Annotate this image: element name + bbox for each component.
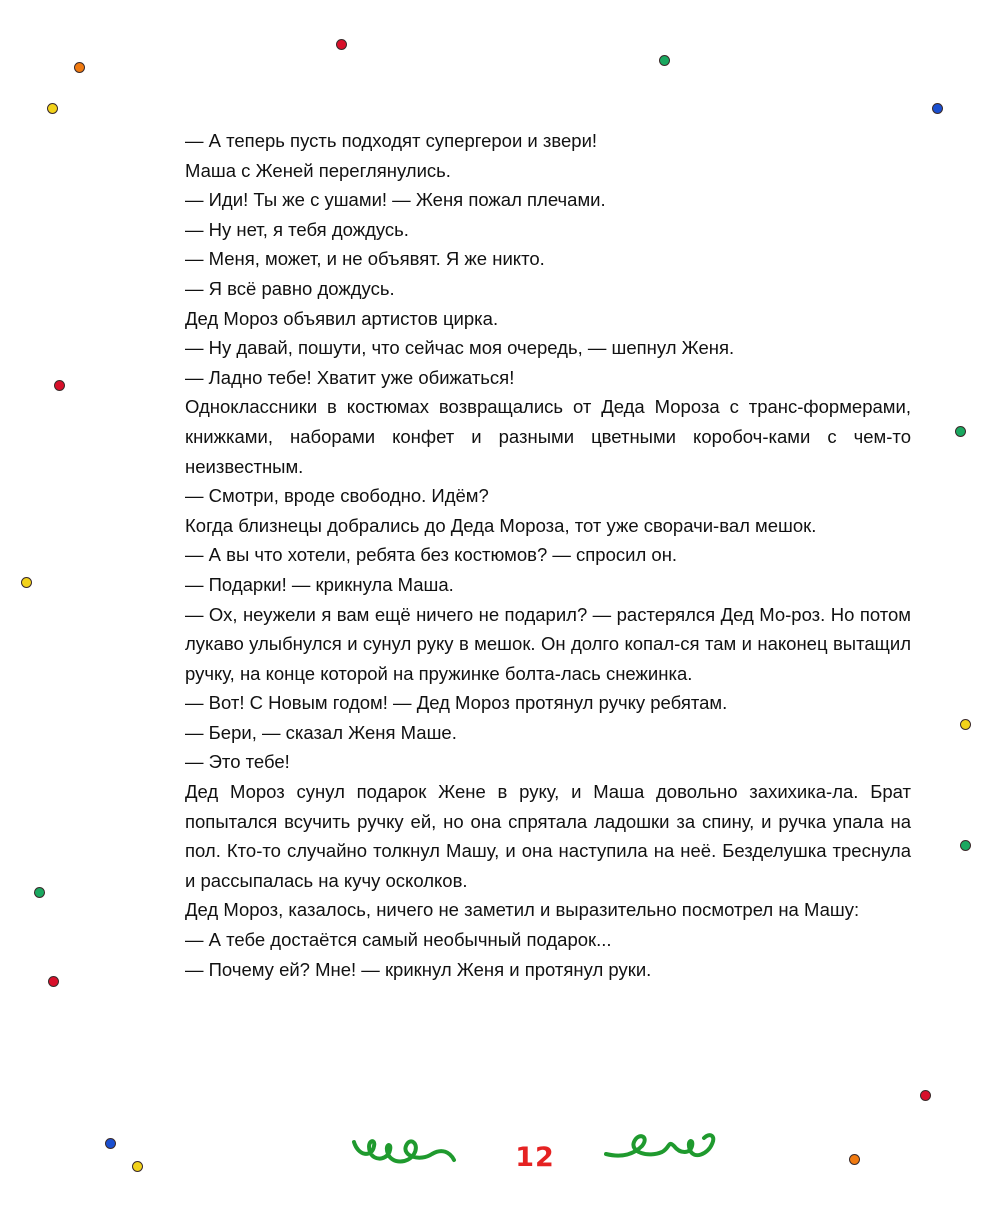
paragraph: — Ну нет, я тебя дождусь. [185, 218, 409, 240]
paragraph: — Ладно тебе! Хватит уже обижаться! [185, 366, 515, 388]
paragraph: — А теперь пусть подходят супергерои и звери! [185, 130, 598, 151]
confetti-dot-yellow [21, 577, 32, 588]
paragraph: — А вы что хотели, ребята без костюмов? — спросил он. [185, 544, 678, 566]
paragraph: — Бери, — сказал Женя Маше. [185, 721, 457, 743]
left-swirl-ornament-icon [350, 1128, 460, 1178]
paragraph: — А тебе достаётся самый необычный подарок... [185, 929, 612, 951]
paragraph: Когда близнецы добрались до Деда Мороза, тот уже сворачи-вал мешок. [185, 514, 817, 536]
confetti-dot-red [920, 1090, 931, 1101]
paragraph: — Я всё равно дождусь. [185, 277, 395, 299]
confetti-dot-green [960, 840, 971, 851]
confetti-dot-green [34, 887, 45, 898]
confetti-dot-yellow [960, 719, 971, 730]
paragraph: — Это тебе! [185, 751, 290, 773]
paragraph: Дед Мороз, казалось, ничего не заметил и выразительно посмотрел на Машу: [185, 899, 860, 921]
paragraph: — Почему ей? Мне! — крикнул Женя и протянул руки. [185, 958, 652, 980]
confetti-dot-yellow [47, 103, 58, 114]
confetti-dot-red [336, 39, 347, 50]
paragraph: Дед Мороз объявил артистов цирка. [185, 307, 499, 329]
confetti-dot-blue [105, 1138, 116, 1149]
paragraph: — Подарки! — крикнула Маша. [185, 573, 454, 595]
paragraph: Дед Мороз сунул подарок Жене в руку, и Маша довольно захихика-ла. Брат попытался всучить ручку ей, но она спрятала ладошки за спину, и ручка упала на пол. Кто-то случайно толкнул Машу, и она наступила на неё. Безделушка треснула и рассыпалась на кучу осколков. [185, 781, 911, 891]
paragraph: Одноклассники в костюмах возвращались от Деда Мороза с транс-формерами, книжками, наборами конфет и разными цветными коробоч-ками с чем-то неизвестным. [185, 396, 911, 477]
right-swirl-ornament-icon [604, 1124, 722, 1176]
confetti-dot-green [659, 55, 670, 66]
confetti-dot-blue [932, 103, 943, 114]
paragraph: — Ох, неужели я вам ещё ничего не подарил? — растерялся Дед Мо-роз. Но потом лукаво улыбнулся и сунул руку в мешок. Он долго копал-ся там и наконец вытащил ручку, на конце которой на пружинке болта-лась снежинка. [185, 603, 911, 684]
paragraph: — Ну давай, пошути, что сейчас моя очередь, — шепнул Женя. [185, 337, 735, 359]
page-number: 12 [515, 1142, 555, 1173]
paragraph: — Вот! С Новым годом! — Дед Мороз протянул ручку ребятам. [185, 692, 728, 714]
confetti-dot-orange [74, 62, 85, 73]
story-text [185, 126, 911, 984]
confetti-dot-red [54, 380, 65, 391]
paragraph: — Меня, может, и не объявят. Я же никто. [185, 248, 545, 270]
confetti-dot-yellow [132, 1161, 143, 1172]
paragraph: — Смотри, вроде свободно. Идём? [185, 485, 489, 507]
paragraph: — Иди! Ты же с ушами! — Женя пожал плечами. [185, 189, 606, 211]
confetti-dot-red [48, 976, 59, 987]
confetti-dot-green [955, 426, 966, 437]
paragraph: Маша с Женей переглянулись. [185, 159, 451, 181]
confetti-dot-orange [849, 1154, 860, 1165]
